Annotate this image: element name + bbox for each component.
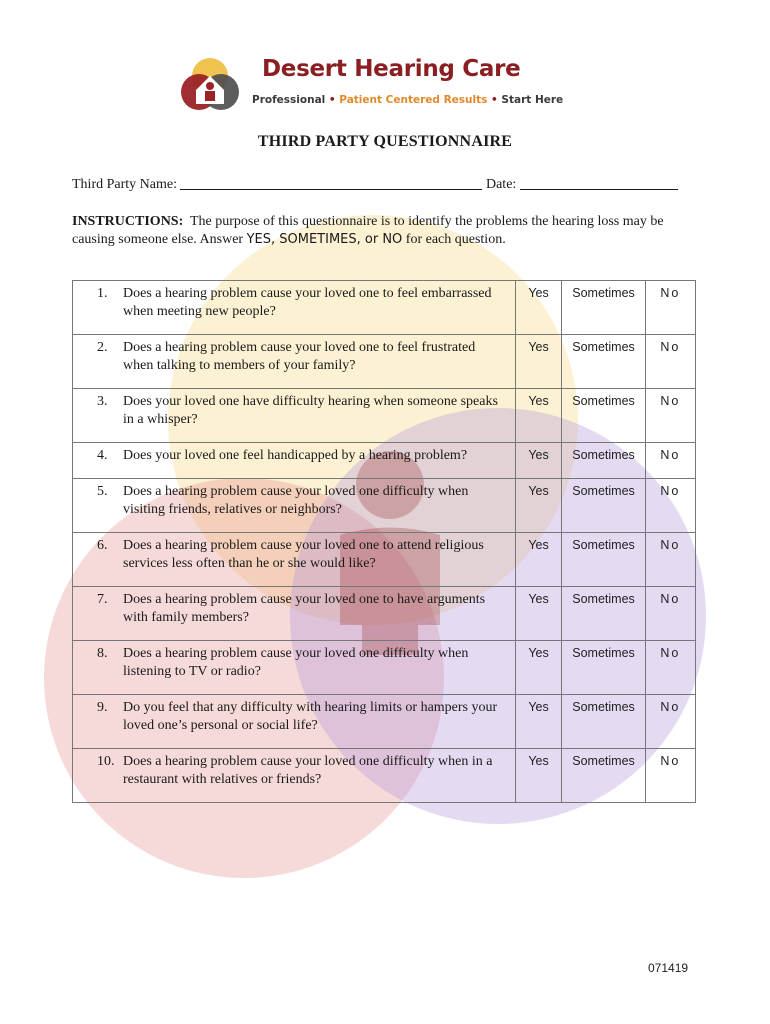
answer-yes[interactable]: Yes [515,695,562,749]
question-row-4 [73,443,696,479]
question-row-2 [73,335,696,389]
answer-yes[interactable]: Yes [515,335,562,389]
answer-yes[interactable]: Yes [515,281,562,335]
answer-no[interactable]: No [645,335,695,389]
answer-no[interactable]: No [645,389,695,443]
question-number: 9. [97,700,108,715]
answer-sometimes[interactable]: Sometimes [562,695,645,749]
tagline-results: Patient Centered Results [339,94,488,106]
brand-name: Desert Hearing Care [262,56,521,82]
document-code: 071419 [648,961,689,975]
question-text: Does a hearing problem cause your loved one difficulty when in a restaurant with relatives or friends? [123,754,493,787]
third-party-name-field[interactable] [180,175,482,190]
question-number: 5. [97,484,108,499]
question-row-8 [73,641,696,695]
questionnaire-table [72,280,696,803]
instructions-options: YES, SOMETIMES, or NO [246,232,403,247]
question-number: 2. [97,340,108,355]
question-text: Does a hearing problem cause your loved one to attend religious services less often than he or she would like? [123,538,484,571]
answer-no[interactable]: No [645,479,695,533]
answer-no[interactable]: No [645,443,695,479]
tagline-separator: • [491,94,498,106]
answer-sometimes[interactable]: Sometimes [562,749,645,803]
question-text: Does your loved one have difficulty hearing when someone speaks in a whisper? [123,394,498,427]
answer-yes[interactable]: Yes [515,749,562,803]
question-number: 4. [97,448,108,463]
answer-yes[interactable]: Yes [515,443,562,479]
question-row-1 [73,281,696,335]
question-number: 3. [97,394,108,409]
question-number: 1. [97,286,108,301]
instructions-heading: INSTRUCTIONS: [72,214,184,229]
company-logo [180,56,564,112]
tagline-separator: • [328,94,336,106]
brand-tagline [252,94,563,106]
question-number: 6. [97,538,108,553]
page-title: THIRD PARTY QUESTIONNAIRE [257,133,513,150]
question-text: Does your loved one feel handicapped by a hearing problem? [123,448,468,463]
answer-sometimes[interactable]: Sometimes [562,641,645,695]
third-party-name-label: Third Party Name: [72,177,177,192]
answer-no[interactable]: No [645,533,695,587]
answer-no[interactable]: No [645,281,695,335]
logo-circles-icon [180,56,240,112]
third-party-name-line [72,175,692,193]
tagline-professional: Professional [252,94,326,106]
answer-yes[interactable]: Yes [515,641,562,695]
question-text: Does a hearing problem cause your loved one difficulty when visiting friends, relatives or neighbors? [123,484,469,517]
answer-sometimes[interactable]: Sometimes [562,479,645,533]
question-text: Do you feel that any difficulty with hearing limits or hampers your loved one’s personal or social life? [123,700,498,733]
date-field[interactable] [520,175,678,190]
instructions-text-1: The purpose of this questionnaire is to identify the problems the hearing loss may be causing someone else. Answer [72,214,664,247]
answer-yes[interactable]: Yes [515,533,562,587]
answer-sometimes[interactable]: Sometimes [562,443,645,479]
tagline-start-here: Start Here [501,94,564,106]
answer-sometimes[interactable]: Sometimes [562,389,645,443]
instructions-text-2: for each question. [402,232,506,247]
question-row-3 [73,389,696,443]
question-number: 8. [97,646,108,661]
question-number: 7. [97,592,108,607]
answer-no[interactable]: No [645,641,695,695]
answer-sometimes[interactable]: Sometimes [562,281,645,335]
question-row-5 [73,479,696,533]
answer-sometimes[interactable]: Sometimes [562,335,645,389]
answer-no[interactable]: No [645,749,695,803]
question-row-6 [73,533,696,587]
question-text: Does a hearing problem cause your loved one difficulty when listening to TV or radio? [123,646,469,679]
answer-sometimes[interactable]: Sometimes [562,587,645,641]
question-row-9 [73,695,696,749]
question-row-10 [73,749,696,803]
instructions [72,213,697,249]
answer-no[interactable]: No [645,695,695,749]
answer-yes[interactable]: Yes [515,389,562,443]
question-text: Does a hearing problem cause your loved one to have arguments with family members? [123,592,486,625]
answer-sometimes[interactable]: Sometimes [562,533,645,587]
answer-no[interactable]: No [645,587,695,641]
question-number: 10. [97,754,115,769]
answer-yes[interactable]: Yes [515,587,562,641]
date-label: Date: [485,177,517,192]
answer-yes[interactable]: Yes [515,479,562,533]
question-row-7 [73,587,696,641]
question-text: Does a hearing problem cause your loved one to feel embarrassed when meeting new people? [123,286,492,319]
question-text: Does a hearing problem cause your loved one to feel frustrated when talking to members of your family? [123,340,476,373]
